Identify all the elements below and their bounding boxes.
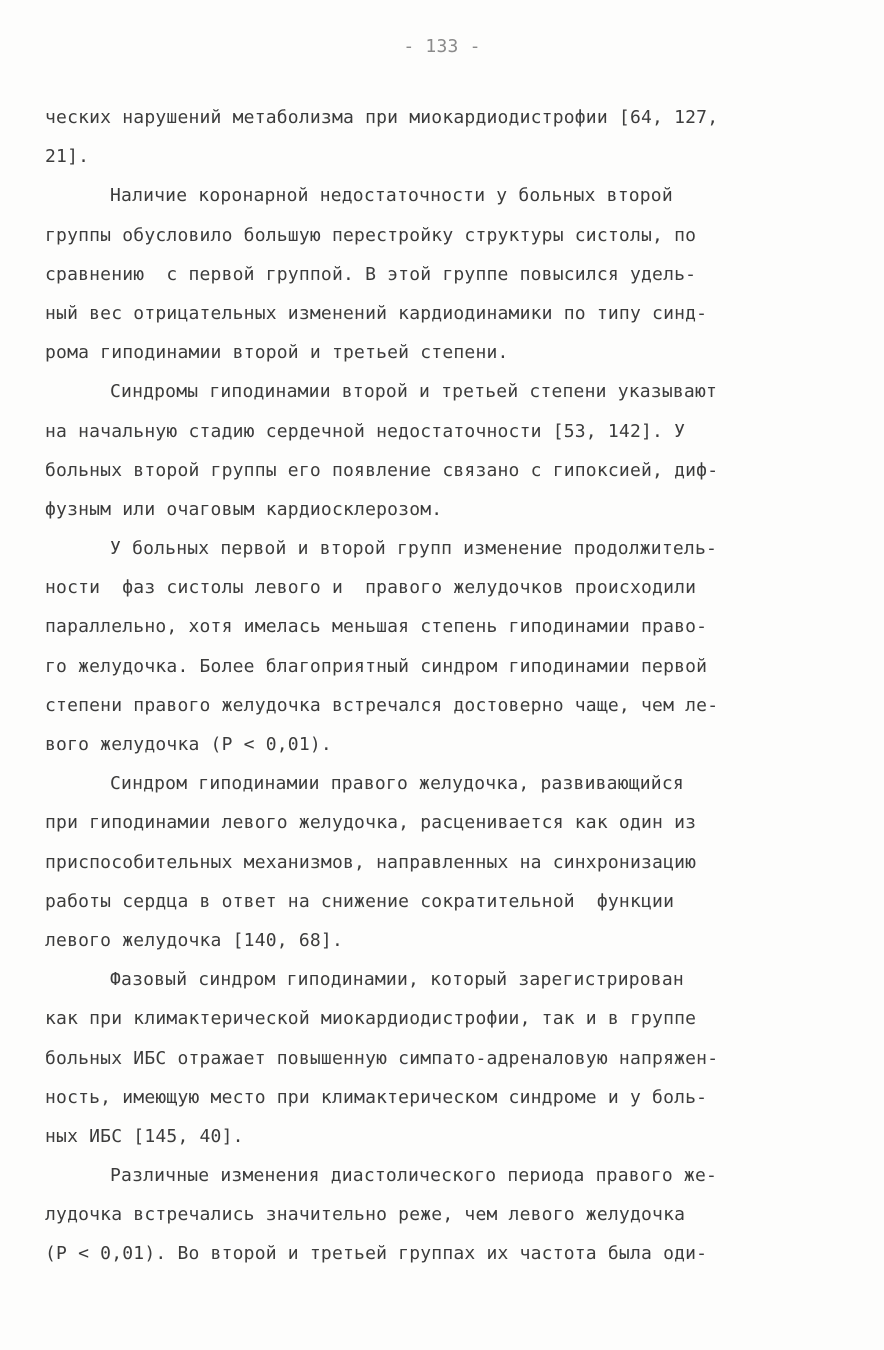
text-line: как при климактерической миокардиодистрофии, так и в группе — [45, 1008, 697, 1030]
text-line: У больных первой и второй групп изменение продолжитель- — [110, 538, 718, 560]
text-line: ческих нарушений метаболизма при миокардиодистрофии [64, 127, — [45, 107, 719, 128]
body-text — [45, 98, 845, 1274]
text-line: 21]. — [45, 146, 90, 168]
paragraph — [45, 960, 845, 1156]
text-line: Наличие коронарной недостаточности у больных второй — [110, 185, 673, 207]
text-line: больных ИБС отражает повышенную симпато-адреналовую напряжен- — [45, 1047, 719, 1069]
text-line: приспособительных механизмов, направленных на синхронизацию — [45, 851, 697, 873]
text-line: степени правого желудочка встречался достоверно чаще, чем ле- — [45, 694, 719, 716]
text-line: вого желудочка (P < 0,01). — [45, 734, 332, 755]
paragraph — [45, 1156, 845, 1274]
text-line: при гиподинамии левого желудочка, расценивается как один из — [45, 812, 697, 834]
text-line: Синдромы гиподинамии второй и третьей степени указывают — [110, 381, 718, 403]
text-line: работы сердца в ответ на снижение сократительной функции — [45, 890, 675, 912]
paragraph — [45, 98, 845, 176]
text-line: лудочка встречались значительно реже, чем левого желудочка — [45, 1204, 686, 1226]
text-line: группы обусловило большую перестройку структуры систолы, по — [45, 224, 697, 246]
text-line: Фазовый синдром гиподинамии, который зарегистрирован — [110, 969, 684, 991]
text-line: сравнению с первой группой. В этой группе повысился удель- — [45, 263, 697, 285]
paragraph — [45, 529, 845, 764]
text-line: левого желудочка [140, 68]. — [45, 929, 343, 951]
text-line: ность, имеющую место при климактерическом синдроме и у боль- — [45, 1086, 708, 1108]
page-number: - 133 - — [403, 36, 481, 57]
text-line: на начальную стадию сердечной недостаточности [53, 142]. У — [45, 420, 686, 442]
text-line: ных ИБС [145, 40]. — [45, 1125, 244, 1147]
text-line: параллельно, хотя имелась меньшая степень гиподинамии право- — [45, 616, 708, 638]
text-line: Различные изменения диастолического периода правого же- — [110, 1165, 718, 1187]
text-line: (P < 0,01). Во второй и третьей группах их частота была оди- — [45, 1243, 708, 1265]
paragraph — [45, 176, 845, 372]
text-line: рома гиподинамии второй и третьей степени. — [45, 342, 509, 364]
paragraph — [45, 372, 845, 529]
text-line: Синдром гиподинамии правого желудочка, развивающийся — [110, 773, 684, 795]
text-line: го желудочка. Более благоприятный синдром гиподинамии первой — [45, 655, 708, 677]
paragraph — [45, 764, 845, 960]
text-line: больных второй группы его появление связано с гипоксией, диф- — [45, 459, 719, 481]
text-line: ный вес отрицательных изменений кардиодинамики по типу синд- — [45, 302, 708, 324]
text-line: ности фаз систолы левого и правого желудочков происходили — [45, 577, 697, 599]
text-line: фузным или очаговым кардиосклерозом. — [45, 498, 443, 520]
